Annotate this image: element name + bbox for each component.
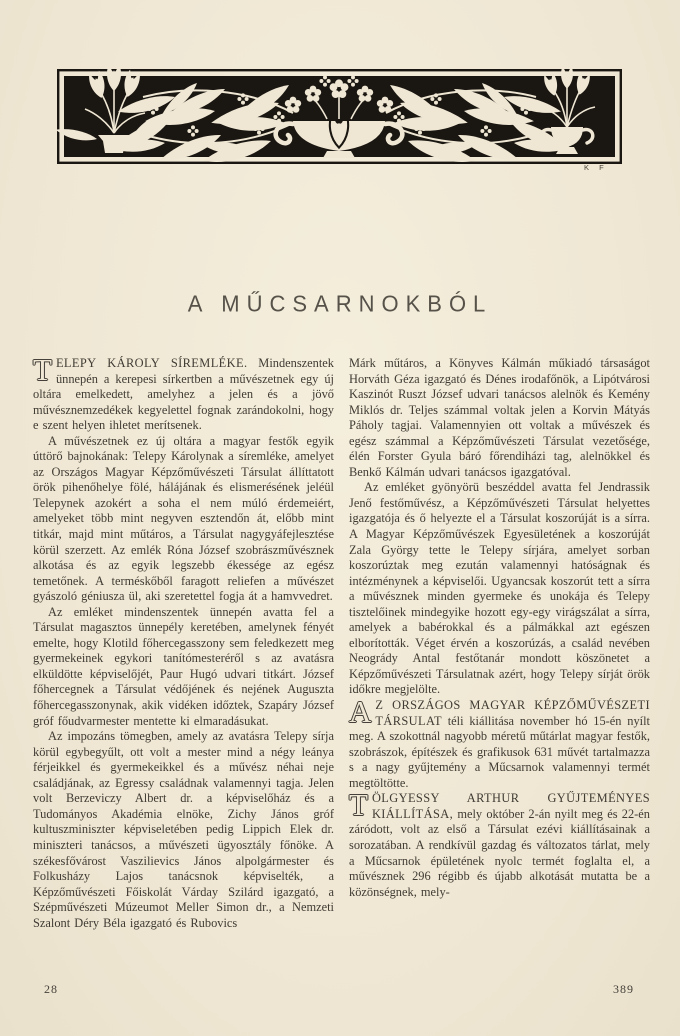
section-paragraph — [349, 694, 650, 791]
floral-headpiece-graphic — [57, 69, 622, 164]
paragraph — [33, 434, 334, 605]
paragraph — [349, 356, 650, 480]
page-number-left: 28 — [44, 982, 58, 996]
page-title: A MŰCSARNOKBÓL — [187, 290, 493, 317]
paragraph-text: mely október 2-án nyilt meg és 22-én záródott, volt az első a Társulat ezévi kiállításainak a sorozatában. A rendkívül gazdag és változatos tárlat, mely a Műcsarnok épületének nyolc termét foglalta el, a művésznek 296 régibb és újabb alkotását mutatta be a közönségnek, mely- — [349, 806, 650, 899]
paragraph-text: Az emléket mindenszentek ünnepén avatta fel a Társulat magasztos ünnepély keretében, amelynek fényét emelte, hogy Klotild főhercegasszony sem feledkezett meg gyermekeinek egykori tanítómesteréről s az avatásra elküldötte képviselőjét, Paur Hugó udvari titkárt. József főhercegnek a Társulat védőjének és nejének Auguszta főhercegasszonynak, akik vidéken időztek, Szapáry József gróf főudvarmester mentette ki elmaradásukat. — [33, 604, 334, 728]
article-body — [33, 352, 651, 931]
right-column — [349, 356, 650, 931]
dropcap-initial: T — [33, 352, 52, 387]
dropcap-initial: T — [349, 787, 368, 823]
left-column — [33, 352, 334, 931]
paragraph — [349, 480, 650, 698]
ornament-headpiece — [57, 69, 622, 164]
section-lead: ÖLGYESSY ARTHUR GYŰJTEMÉNYES KIÁLLÍTÁSA, — [371, 791, 650, 821]
paragraph-text: Az impozáns tömegben, amely az avatásra Telepy sírja körül egybegyűlt, ott volt a mester mind a négy leánya férjeikkel és gyermekeikkel és a művész néhai neje családjának, az Egressy családnak valamennyi tagja. Jelen volt Berzeviczy Albert dr. a képviselőház és a Tudományos Akadémia elnöke, Zichy János gróf kultuszminiszter képviseletében pedig Lippich Elek dr. miniszteri tanácsos, a művészeti ügyosztály főnöke. A székesfővárost Vaszilievics János alpolgármester és Folkusházy Lajos tanácsnok képviselték, a Képzőművészeti Főiskolát Várday Szilárd igazgató, a Szépművészeti Múzeumot Meller Simon dr., a Nemzeti Szalont Déry Béla igazgató és Rubovics — [33, 729, 334, 930]
paragraph-text: Az emléket gyönyörü beszéddel avatta fel Jendrassik Jenő festőművész, a Képzőművészeti Társulat helyettes igazgatója és ő helyezte el a Társulat koszorúját is a sírra. A Magyar Képzőművészek Egyesületének a koszorúját Zala György tette le Telepy sírjára, amelyet sorban koszorúztak meg ezután valamennyi hatóságnak és intézménynek a képviselői. Ugyancsak koszorút tett a sírra a művésznek minden gyermeke és unokája és Telepy tisztelőinek mindegyike hozott egy-egy virágszálat a sírra, amelyek a babérokkal és a pálmákkal azt egészen elborították. Véget érvén a koszorúzás, a család nevében Neogrády Antal festőtanár mondott köszönetet a Képzőművészeti Társulatnak azért, hogy Telepy sírját örök időkre megjelölte. — [349, 480, 650, 697]
paragraph-text: Márk műtáros, a Könyves Kálmán műkiadó társaságot Horváth Géza igazgató és Dénes irodafőnök, a Lipótvárosi Kaszinót Ruszt József udvari tanácsos alelnök és Kemény Miklós dr. Teljes számmal voltak jelen a Korvin Mátyás Páholy tagjai. Valamennyien ott voltak a művészek és egész számmal a Képzőművészeti Társulat vezetősége, élén Forster Gyula báró főrendiházi tag, alelnökkel és Benkő Kálmán udvari tanácsos igazgatóval. — [349, 356, 650, 479]
ornament-artist-signature: K F — [584, 163, 608, 172]
paragraph — [33, 729, 334, 931]
paragraph-text: Mindenszentek ünnepén a kerepesi sírkertben a művészetnek egy új oltára emelkedett, amelyhez a jelen és a jövő művésznemzedékek kegyelettel fognak zarándokolni, hogy e szent helyen ihletet merítsenek. — [33, 356, 334, 433]
paragraph — [33, 352, 334, 434]
section-paragraph — [349, 787, 650, 900]
dropcap-initial: A — [349, 694, 372, 730]
paragraph — [33, 605, 334, 729]
paragraph-text: téli kiállitása november hó 15-én nyílt meg. A szokottnál nagyobb méretű műtárlat magyar festők, szobrászok, építészek és grafikusok 631 művét tartalmazza s a nagy gyűjtemény a Műcsarnok valamennyi termét megtöltötte. — [349, 713, 650, 790]
paragraph-text: A művészetnek ez új oltára a magyar festők egyik úttörő bajnokának: Telepy Károlynak a síremléke, amelyet az Országos Magyar Képzőművészeti Társulat állíttatott örök pihenőhelye fölé, hálájának és elismerésének jeléül Telepynek azokért a soha el nem múló érdemeiért, amelyeket több mint negyven esztendőn át, előbb mint titkár, majd mint műtáros, a Társulat nagygyáfejlesztése körül szerzett. Az emlék Róna József szobrászművésznek alkotása és az egyik legszebb ékessége az egész temetőnek. A terméskőből faragott reliefen a művészet gyászoló géniusza ül, aki szeretettel fogja át a hamvvedret. — [33, 433, 334, 604]
paragraph-lead: ELEPY KÁROLY SÍREMLÉKE. — [55, 356, 248, 370]
page-number-right: 389 — [613, 982, 634, 996]
section-lead: Z ORSZÁGOS MAGYAR KÉPZŐMŰVÉSZETI TÁRSULAT — [375, 698, 650, 728]
